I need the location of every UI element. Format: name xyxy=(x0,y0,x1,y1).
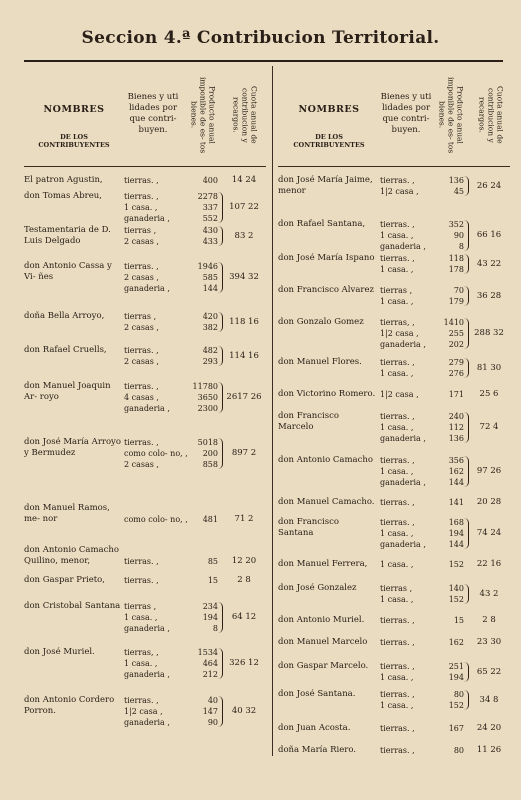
right-column xyxy=(278,66,510,756)
names-sub-label: DE LOS CONTRIBUYENTES xyxy=(293,133,365,149)
contributor-name: don Francisco Marcelo xyxy=(278,411,339,432)
asset-type: como colo- no, , xyxy=(124,514,184,525)
cuota-label: Cuota anual de contribucion y recargos. xyxy=(231,86,259,144)
asset-type: ganaderia , xyxy=(124,717,184,728)
asset-type: ganaderia , xyxy=(380,241,436,252)
asset-row xyxy=(24,283,266,294)
asset-type: tierras. , xyxy=(380,411,436,422)
asset-value: 152 xyxy=(448,595,464,604)
contributor-name: don Antonio Cordero Porron. xyxy=(24,695,115,716)
asset-type: tierras. , xyxy=(124,381,184,392)
asset-type: 1 casa. , xyxy=(380,230,436,241)
asset-value: 194 xyxy=(202,613,218,622)
asset-type: tierras. , xyxy=(380,689,436,700)
asset-row xyxy=(278,517,510,528)
asset-value: 90 xyxy=(207,718,218,727)
contributor-name: don Tomas Abreu, xyxy=(24,191,102,201)
asset-type: 2 casas , xyxy=(124,356,184,367)
asset-type: tierras. , xyxy=(124,175,184,186)
asset-value: 141 xyxy=(448,498,464,507)
asset-type: 1 casa. , xyxy=(380,264,436,275)
asset-type: 1|2 casa , xyxy=(380,389,436,400)
asset-row xyxy=(24,381,266,392)
producto-label: Producto anual imponible de es- tos bienes. xyxy=(189,76,217,154)
asset-value: 382 xyxy=(202,323,218,332)
asset-type: 1 casa. , xyxy=(380,466,436,477)
cuota-label: Cuota anual de contribucion y recargos. xyxy=(477,86,505,144)
asset-value: 585 xyxy=(202,273,218,282)
asset-type: 1 casa. , xyxy=(380,296,436,307)
asset-value: 171 xyxy=(448,390,464,399)
contribution-total: 83 2 xyxy=(234,230,254,241)
contribution-total: 72 4 xyxy=(479,422,499,432)
asset-value: 5018 xyxy=(197,438,218,447)
asset-value: 552 xyxy=(202,214,218,223)
left-entries xyxy=(24,167,266,755)
contributor-name: don Antonio Camacho xyxy=(278,455,373,465)
asset-type: 2 casas , xyxy=(124,236,184,247)
asset-value: 1946 xyxy=(197,262,218,271)
asset-value: 80 xyxy=(453,746,464,755)
asset-value: 179 xyxy=(448,297,464,306)
asset-value: 482 xyxy=(202,346,218,355)
asset-type: 1 casa. , xyxy=(380,528,436,539)
contributor-name: don Antonio Muriel. xyxy=(278,615,365,625)
asset-row xyxy=(24,717,266,728)
contribution-total: 118 16 xyxy=(229,316,259,327)
producto-label: Producto anual imponible de es- tos bienes. xyxy=(437,76,465,154)
asset-value: 178 xyxy=(448,265,464,274)
asset-type: tierras. , xyxy=(124,556,184,567)
asset-value: 212 xyxy=(202,670,218,679)
asset-type: tierras. , xyxy=(380,497,436,508)
names-header xyxy=(280,104,378,149)
asset-type: tierras. , xyxy=(380,455,436,466)
contribution-total: 2617 26 xyxy=(226,392,262,402)
asset-row xyxy=(24,647,266,658)
asset-type: ganaderia , xyxy=(124,213,184,224)
contributor-name: don Gaspar Prieto, xyxy=(24,575,105,585)
contribution-total: 64 12 xyxy=(231,612,257,622)
asset-type: tierras , xyxy=(124,225,184,236)
page-title: Seccion 4.ª Contribucion Territorial. xyxy=(81,28,440,48)
names-header xyxy=(26,104,122,149)
asset-type: 1|2 casa , xyxy=(380,328,436,339)
asset-value: 433 xyxy=(202,237,218,246)
asset-value: 112 xyxy=(448,423,464,432)
contribution-total: 23 30 xyxy=(476,637,502,647)
asset-row xyxy=(24,623,266,634)
contributor-name: don Francisco Santana xyxy=(278,517,339,538)
asset-type: tierras. , xyxy=(380,357,436,368)
asset-value: 194 xyxy=(448,673,464,682)
contribution-total: 66 16 xyxy=(476,230,502,240)
asset-type: ganaderia , xyxy=(380,539,436,550)
contribution-total: 65 22 xyxy=(476,666,502,677)
asset-type: tierras. , xyxy=(124,695,184,706)
asset-type: ganaderia , xyxy=(124,669,184,680)
asset-type: tierras. , xyxy=(380,637,436,648)
asset-value: 144 xyxy=(448,540,464,549)
asset-value: 1410 xyxy=(443,318,464,327)
asset-type: ganaderia , xyxy=(380,433,436,444)
right-column-header xyxy=(278,66,510,167)
left-column-header xyxy=(24,66,266,167)
asset-value: 15 xyxy=(453,616,464,625)
asset-type: 1|2 casa , xyxy=(380,186,436,197)
asset-type: tierras , xyxy=(124,601,184,612)
cuota-header xyxy=(474,70,508,160)
asset-type: tierras, , xyxy=(124,647,184,658)
asset-type: tierras , xyxy=(380,285,436,296)
contributor-name: don José Muriel. xyxy=(24,647,95,657)
asset-value: 293 xyxy=(202,357,218,366)
contribution-total: 326 12 xyxy=(229,658,259,668)
asset-row xyxy=(24,695,266,706)
contributor-name: El patron Agustin, xyxy=(24,175,103,185)
asset-type: tierras. , xyxy=(380,175,436,186)
contributor-name: don Manuel Joaquin Ar- royo xyxy=(24,381,111,402)
asset-value: 118 xyxy=(448,254,464,263)
asset-value: 15 xyxy=(207,576,218,585)
asset-value: 251 xyxy=(448,662,464,671)
asset-value: 152 xyxy=(448,701,464,710)
asset-row xyxy=(24,669,266,680)
contribution-total: 43 2 xyxy=(479,588,499,599)
title-rule xyxy=(24,60,503,62)
asset-type: ganaderia , xyxy=(380,339,436,350)
asset-value: 8 xyxy=(212,624,218,633)
asset-row xyxy=(24,213,266,224)
contribution-total: 2 8 xyxy=(482,615,496,625)
asset-value: 464 xyxy=(202,659,218,668)
asset-value: 430 xyxy=(202,226,218,235)
asset-row xyxy=(278,477,510,488)
contribution-total: 20 28 xyxy=(476,497,502,507)
asset-value: 2300 xyxy=(197,404,218,413)
bienes-header: Bienes y uti lidades por que contri- buyen. xyxy=(380,92,432,135)
contributor-name: don Antonio Camacho Quilino, menor, xyxy=(24,545,119,566)
asset-value: 168 xyxy=(448,518,464,527)
asset-row xyxy=(278,433,510,444)
asset-row xyxy=(278,317,510,328)
asset-type: 1|2 casa , xyxy=(124,706,184,717)
cuota-header xyxy=(228,70,262,160)
asset-value: 200 xyxy=(202,449,218,458)
contribution-total: 43 22 xyxy=(476,258,502,269)
contributor-name: don Francisco Alvarez xyxy=(278,285,374,295)
asset-value: 162 xyxy=(448,467,464,476)
asset-value: 167 xyxy=(448,724,464,733)
asset-type: 2 casas , xyxy=(124,272,184,283)
asset-type: 1 casa. , xyxy=(380,559,436,570)
asset-value: 279 xyxy=(448,358,464,367)
producto-header xyxy=(434,70,468,160)
asset-row xyxy=(24,403,266,414)
contributor-name: don Manuel Flores. xyxy=(278,357,362,367)
contributor-name: Testamentaria de D. Luis Delgado xyxy=(24,225,111,246)
asset-type: 1 casa. , xyxy=(124,612,184,623)
asset-type: 2 casas , xyxy=(124,459,184,470)
names-sub-label: DE LOS CONTRIBUYENTES xyxy=(38,133,110,149)
asset-value: 152 xyxy=(448,560,464,569)
contribution-total: 97 26 xyxy=(476,466,502,476)
asset-row xyxy=(24,601,266,612)
asset-row xyxy=(278,411,510,422)
asset-type: tierras. , xyxy=(380,723,436,734)
contribution-total: 11 26 xyxy=(476,745,502,755)
asset-value: 144 xyxy=(202,284,218,293)
contributor-name: don Manuel Camacho. xyxy=(278,497,375,507)
asset-type: tierras. , xyxy=(380,615,436,626)
contribution-total: 114 16 xyxy=(229,350,259,361)
contribution-total: 12 20 xyxy=(231,556,257,566)
contribution-total: 26 24 xyxy=(476,180,502,191)
contributor-name: don José María Arroyo y Bermudez xyxy=(24,437,121,458)
asset-value: 162 xyxy=(448,638,464,647)
asset-value: 136 xyxy=(448,434,464,443)
asset-value: 45 xyxy=(453,187,464,196)
asset-value: 90 xyxy=(453,231,464,240)
asset-value: 80 xyxy=(453,690,464,699)
asset-value: 337 xyxy=(202,203,218,212)
asset-value: 136 xyxy=(448,176,464,185)
contributor-name: don José Santana. xyxy=(278,689,356,699)
asset-value: 858 xyxy=(202,460,218,469)
contribution-total: 71 2 xyxy=(234,514,254,524)
asset-type: tierras , xyxy=(124,311,184,322)
asset-value: 202 xyxy=(448,340,464,349)
asset-type: 1 casa. , xyxy=(124,658,184,669)
contribution-total: 897 2 xyxy=(231,448,257,458)
asset-type: tierras. , xyxy=(124,345,184,356)
asset-value: 240 xyxy=(448,412,464,421)
contribution-total: 2 8 xyxy=(237,575,251,585)
asset-type: ganaderia , xyxy=(124,283,184,294)
asset-value: 194 xyxy=(448,529,464,538)
asset-type: 1 casa. , xyxy=(380,700,436,711)
contribution-total: 74 24 xyxy=(476,528,502,538)
asset-type: 2 casas , xyxy=(124,322,184,333)
asset-value: 234 xyxy=(202,602,218,611)
contributor-name: don José María Ispano xyxy=(278,253,375,263)
asset-type: 1 casa. , xyxy=(124,202,184,213)
contributor-name: don Gaspar Marcelo. xyxy=(278,661,369,671)
asset-type: tierras. , xyxy=(380,253,436,264)
asset-row xyxy=(278,219,510,230)
contributor-name: don Antonio Cassa y Vi- ñes xyxy=(24,261,112,282)
contribution-total: 107 22 xyxy=(229,202,259,212)
contribution-total: 81 30 xyxy=(476,362,502,373)
asset-type: tierras. , xyxy=(380,517,436,528)
asset-type: como colo- no, , xyxy=(124,448,184,459)
asset-type: tierras, , xyxy=(380,317,436,328)
asset-row xyxy=(24,437,266,448)
asset-value: 11780 xyxy=(192,382,218,391)
asset-type: ganaderia , xyxy=(380,477,436,488)
asset-type: ganaderia , xyxy=(124,403,184,414)
contributor-name: doña Bella Arroyo, xyxy=(24,311,105,321)
contributor-name: don Rafael Santana, xyxy=(278,219,366,229)
asset-type: tierras. , xyxy=(380,745,436,756)
asset-row xyxy=(278,539,510,550)
contributor-name: don Victorino Romero. xyxy=(278,389,376,399)
asset-value: 352 xyxy=(448,220,464,229)
contributor-name: don José María Jaime, menor xyxy=(278,175,373,196)
contribution-total: 40 32 xyxy=(231,706,257,716)
asset-type: 1 casa. , xyxy=(380,594,436,605)
producto-header xyxy=(186,70,220,160)
contribution-total: 22 16 xyxy=(476,559,502,569)
asset-row xyxy=(278,455,510,466)
asset-value: 481 xyxy=(202,515,218,524)
asset-value: 85 xyxy=(207,557,218,566)
contributor-name: don Manuel Ramos, me- nor xyxy=(24,503,110,524)
asset-value: 147 xyxy=(202,707,218,716)
contributor-name: don Manuel Ferrera, xyxy=(278,559,368,569)
asset-type: tierras , xyxy=(380,583,436,594)
left-column xyxy=(24,66,266,756)
asset-row xyxy=(24,261,266,272)
asset-type: ganaderia , xyxy=(124,623,184,634)
asset-row xyxy=(278,241,510,252)
names-label: NOMBRES xyxy=(43,104,105,115)
asset-value: 255 xyxy=(448,329,464,338)
asset-type: 4 casas , xyxy=(124,392,184,403)
contribution-total: 14 24 xyxy=(231,175,257,185)
contribution-total: 34 8 xyxy=(479,694,499,705)
asset-value: 40 xyxy=(207,696,218,705)
contributor-name: don Manuel Marcelo xyxy=(278,637,368,647)
contributor-name: don Gonzalo Gomez xyxy=(278,317,364,327)
asset-type: tierras. , xyxy=(380,219,436,230)
asset-value: 144 xyxy=(448,478,464,487)
names-label: NOMBRES xyxy=(298,104,360,115)
contribution-total: 25 6 xyxy=(479,389,499,399)
asset-type: tierras. , xyxy=(380,661,436,672)
contributor-name: don José Gonzalez xyxy=(278,583,357,593)
asset-type: 1 casa. , xyxy=(380,368,436,379)
contributor-name: don Rafael Cruells, xyxy=(24,345,107,355)
asset-row xyxy=(278,339,510,350)
right-entries xyxy=(278,167,510,755)
contribution-total: 24 20 xyxy=(476,723,502,733)
contributor-name: doña María Riero. xyxy=(278,745,357,755)
asset-value: 2278 xyxy=(197,192,218,201)
contributor-name: don Cristobal Santana xyxy=(24,601,121,611)
asset-value: 8 xyxy=(458,242,464,251)
asset-row xyxy=(24,459,266,470)
asset-type: tierras. , xyxy=(124,575,184,586)
asset-value: 70 xyxy=(453,286,464,295)
contributor-name: don Juan Acosta. xyxy=(278,723,351,733)
asset-value: 400 xyxy=(202,176,218,185)
asset-value: 276 xyxy=(448,369,464,378)
asset-type: 1 casa. , xyxy=(380,422,436,433)
asset-type: tierras. , xyxy=(124,191,184,202)
bienes-header: Bienes y uti lidades por que contri- buyen. xyxy=(127,92,179,135)
contribution-total: 394 32 xyxy=(229,272,259,282)
asset-value: 1534 xyxy=(197,648,218,657)
asset-type: tierras. , xyxy=(124,261,184,272)
asset-value: 420 xyxy=(202,312,218,321)
contribution-total: 36 28 xyxy=(476,290,502,301)
column-separator xyxy=(272,66,273,756)
asset-type: tierras. , xyxy=(124,437,184,448)
asset-type: 1 casa. , xyxy=(380,672,436,683)
asset-value: 3650 xyxy=(197,393,218,402)
asset-row xyxy=(24,191,266,202)
contribution-total: 288 32 xyxy=(474,328,504,338)
asset-value: 140 xyxy=(448,584,464,593)
asset-value: 356 xyxy=(448,456,464,465)
